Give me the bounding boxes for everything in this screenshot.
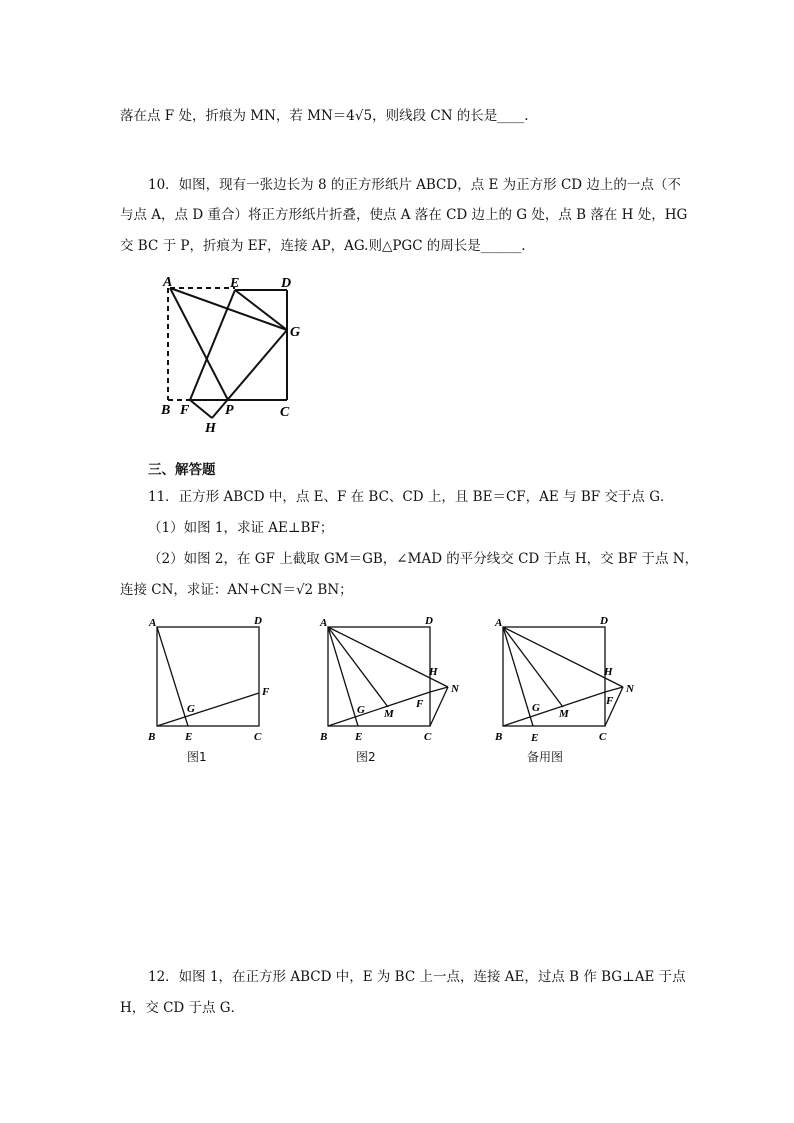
fig1-label-c: C: [254, 731, 262, 743]
fig1-label-a: A: [149, 617, 157, 629]
fig2-label-b: B: [320, 731, 328, 743]
q10-line-3: 交 BC 于 P，折痕为 EF，连接 AP，AG.则△PGC 的周长是______.: [120, 238, 526, 254]
q11-line-1: 11．正方形 ABCD 中，点 E、F 在 BC、CD 上，且 BE＝CF，AE 与 BF 交于点 G．: [148, 489, 674, 505]
spare-label-g: G: [532, 702, 540, 714]
q11-line-3: （2）如图 2，在 GF 上截取 GM＝GB，∠MAD 的平分线交 CD 于点 H，交 BF 于点 N，: [148, 551, 699, 567]
spare-label-c: C: [599, 731, 607, 743]
fig2-label-e: E: [355, 731, 363, 743]
fig2-label-f: F: [416, 698, 424, 710]
fig2-label-h: H: [429, 666, 438, 678]
fig2-label-a: A: [320, 617, 328, 629]
fig2-label-n: N: [451, 683, 459, 695]
fig10-label-c: C: [280, 405, 290, 420]
fig2-label-c: C: [424, 731, 432, 743]
fig2-label-g: G: [357, 704, 365, 716]
section-title: 三、解答题: [148, 462, 216, 478]
spare-label-n: N: [626, 683, 634, 695]
spare-label-h: H: [604, 666, 613, 678]
fig10-label-d: D: [281, 276, 292, 291]
fig2-label-d: D: [425, 615, 433, 627]
spare-label-a: A: [495, 617, 503, 629]
fig1-caption: 图1: [187, 750, 207, 764]
spare-label-e: E: [531, 732, 539, 744]
q11-figure-2: [315, 612, 470, 747]
fig10-label-h: H: [205, 421, 216, 436]
fig10-label-a: A: [163, 275, 173, 290]
q10-line-2: 与点 A，点 D 重合）将正方形纸片折叠，使点 A 落在 CD 边上的 G 处，点 B 落在 H 处，HG: [120, 207, 688, 223]
fig10-label-e: E: [230, 276, 240, 291]
q11-line-2: （1）如图 1，求证 AE⊥BF；: [148, 520, 334, 536]
fig10-label-b: B: [161, 403, 171, 418]
q10-line-1: 10．如图，现有一张边长为 8 的正方形纸片 ABCD，点 E 为正方形 CD 边上的一点（不: [148, 177, 681, 193]
fig2-caption: 图2: [356, 750, 376, 764]
q12-line-2: H，交 CD 于点 G．: [120, 1000, 245, 1016]
spare-caption: 备用图: [527, 750, 564, 764]
fig1-label-f: F: [262, 686, 270, 698]
fig10-label-f: F: [180, 403, 190, 418]
q11-figure-1: [145, 612, 285, 747]
q10-figure: [155, 268, 315, 438]
fig1-label-g: G: [187, 703, 195, 715]
spare-label-d: D: [600, 615, 608, 627]
intro-line: 落在点 F 处，折痕为 MN，若 MN＝4√5，则线段 CN 的长是____.: [120, 108, 529, 124]
q12-line-1: 12．如图 1，在正方形 ABCD 中，E 为 BC 上一点，连接 AE，过点 B 作 BG⊥AE 于点: [148, 969, 686, 985]
q11-line-4: 连接 CN，求证：AN+CN＝√2 BN；: [120, 582, 353, 598]
fig1-label-d: D: [254, 615, 262, 627]
fig2-label-m: M: [384, 708, 394, 720]
q11-spare-figure: [488, 612, 643, 747]
fig10-label-p: P: [225, 403, 234, 418]
fig10-label-g: G: [290, 325, 301, 340]
fig1-label-e: E: [185, 731, 193, 743]
spare-label-m: M: [559, 708, 569, 720]
fig1-label-b: B: [148, 731, 156, 743]
spare-label-b: B: [495, 731, 503, 743]
spare-label-f: F: [606, 695, 614, 707]
